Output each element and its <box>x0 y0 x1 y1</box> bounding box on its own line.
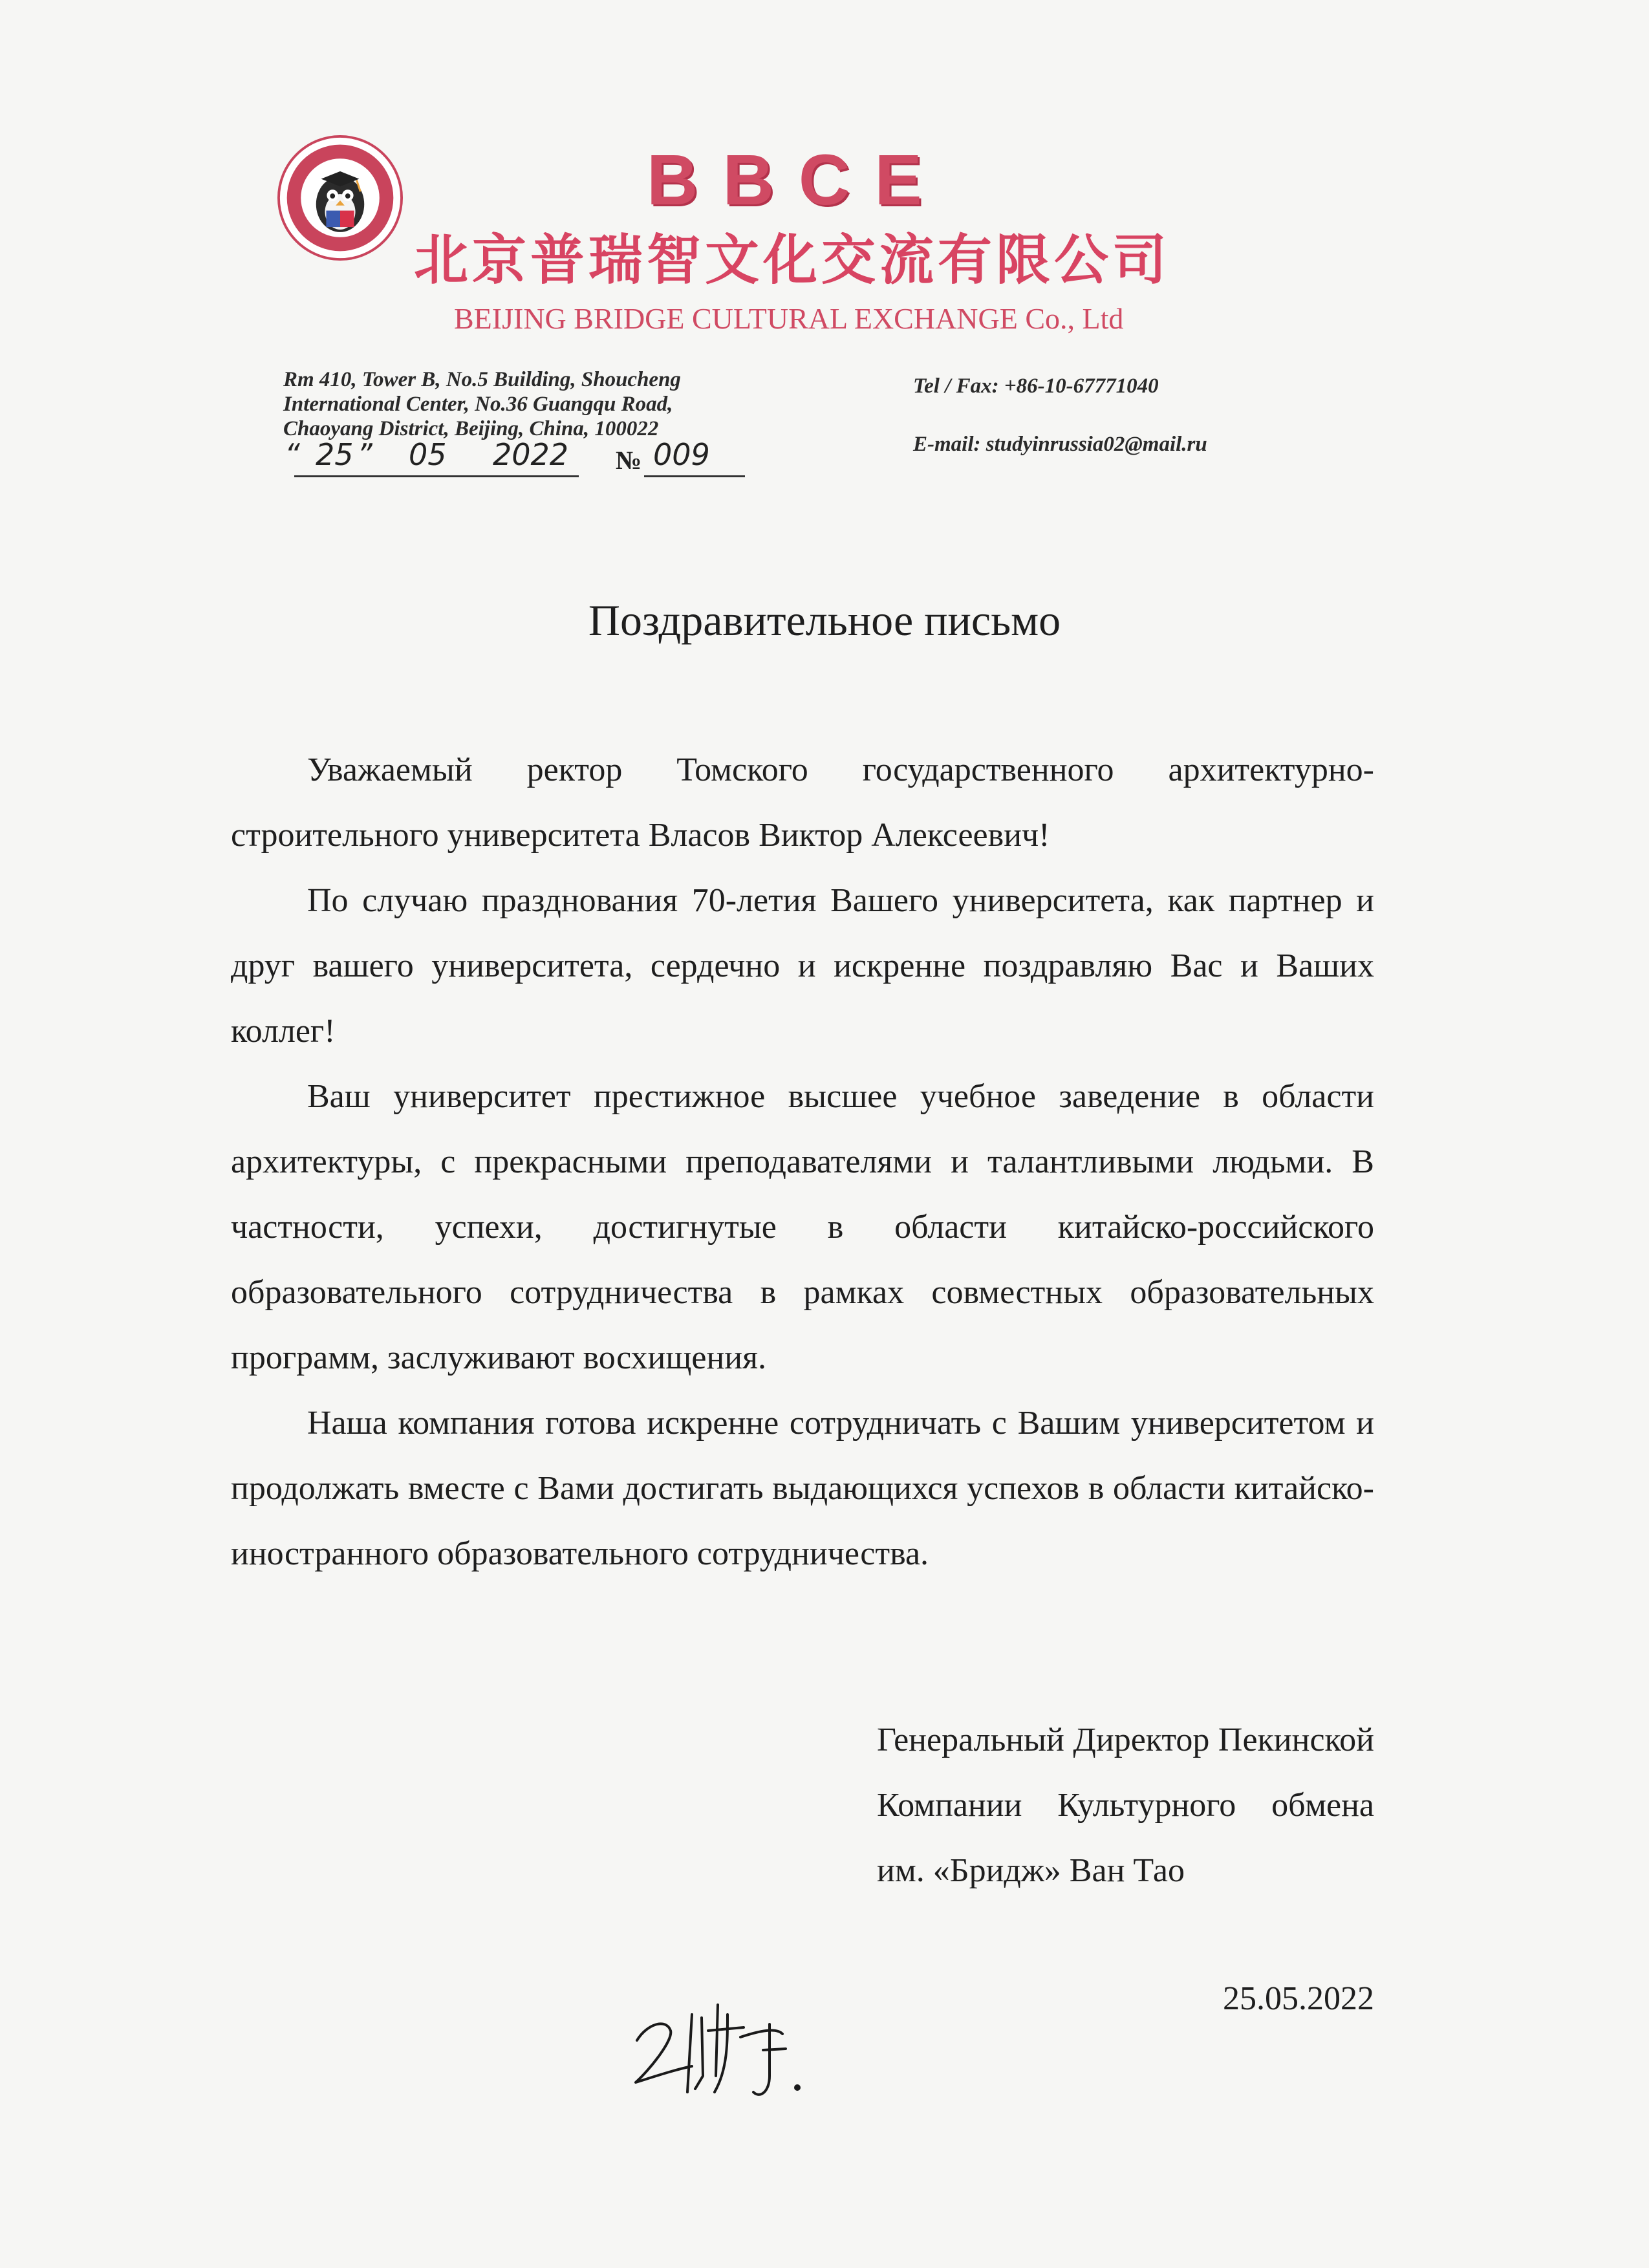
paragraph: Наша компания готова искренне сотрудничать с Вашим университетом и продолжать вместе с Вами достигать выдающихся успехов в области китайско-иностранного образовательного сотрудничества. <box>231 1405 1374 1572</box>
signatory-block <box>877 1707 1374 1903</box>
paragraph: Уважаемый ректор Томского государственного архитектурно-строительного университета Власов Виктор Алексеевич! <box>231 751 1374 854</box>
ref-number-sign: № <box>616 446 642 475</box>
ref-quote-open: “ <box>285 437 300 472</box>
ref-month: 05 <box>409 437 447 472</box>
company-logo-icon <box>277 135 404 261</box>
signatory: Генеральный Директор Пекинской Компании Культурного обмена им. «Бридж» Ван Тао <box>877 1722 1374 1889</box>
ref-number-underline <box>644 475 745 477</box>
address-line: International Center, No.36 Guangqu Road, <box>283 393 673 416</box>
ref-number: 009 <box>653 437 710 472</box>
company-name-chinese: 北京普瑞智文化交流有限公司 <box>414 228 1171 292</box>
handwritten-signature <box>630 1979 837 2121</box>
company-contacts <box>913 374 1207 457</box>
letter-body <box>231 737 1374 1586</box>
company-address <box>283 367 681 441</box>
address-line: Rm 410, Tower B, No.5 Building, Shoucheng <box>283 368 681 391</box>
letter-title: Поздравительное письмо <box>588 596 1061 645</box>
email: E-mail: studyinrussia02@mail.ru <box>913 433 1207 456</box>
brand-name: BBCE <box>647 140 947 220</box>
address-line: Chaoyang District, Beijing, China, 100022 <box>283 417 659 440</box>
company-name-english: BEIJING BRIDGE CULTURAL EXCHANGE Co., Ltd <box>454 302 1124 335</box>
ref-day: 25 <box>316 437 354 472</box>
paragraph: По случаю празднования 70-летия Вашего университета, как партнер и друг вашего университета, сердечно и искренне поздравляю Вас и Ваших коллег! <box>231 882 1374 1050</box>
signature-date: 25.05.2022 <box>1223 1980 1374 2017</box>
tel-fax: Tel / Fax: +86-10-67771040 <box>913 374 1159 398</box>
ref-quote-close: ” <box>357 437 372 472</box>
ref-date-underline <box>294 475 579 477</box>
paragraph: Ваш университет престижное высшее учебное заведение в области архитектуры, с прекрасными преподавателями и талантливыми людьми. В частности, успехи, достигнутые в области китайско-российского образовательного сотрудничества в рамках совместных образовательных программ, заслуживают восхищения. <box>231 1078 1374 1376</box>
ref-year: 2022 <box>493 437 569 472</box>
